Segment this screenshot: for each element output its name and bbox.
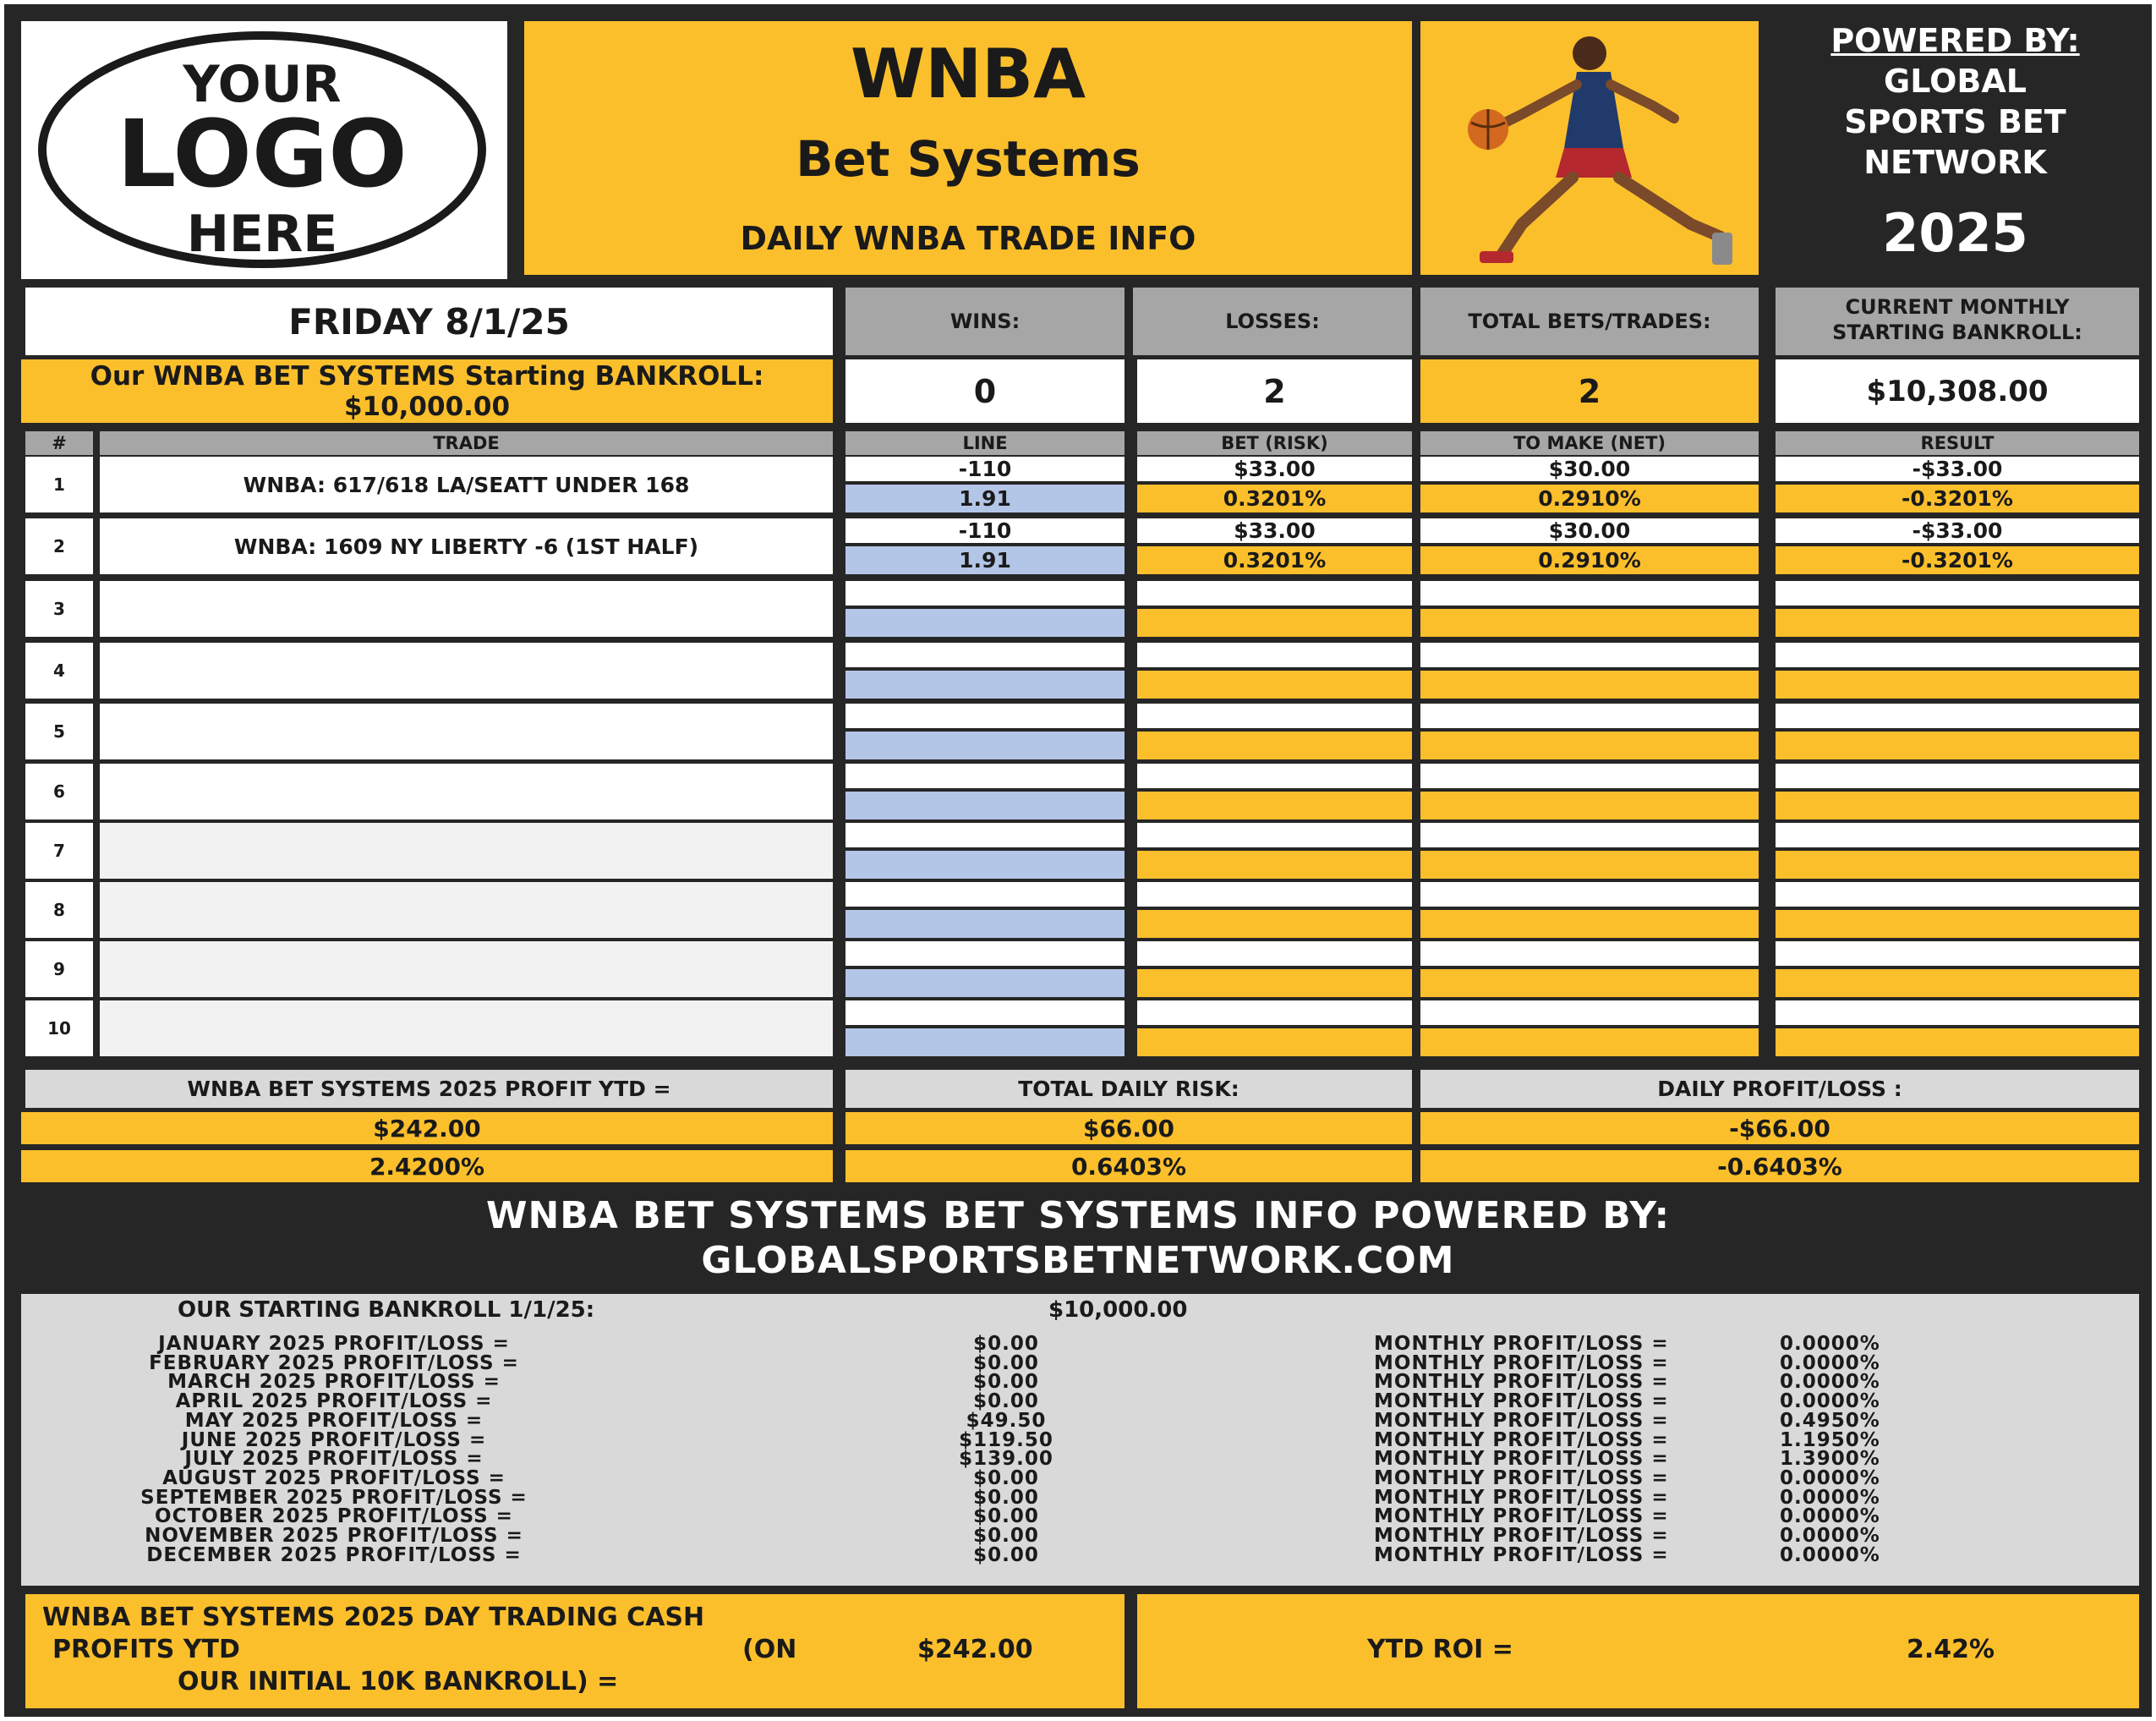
trade-bet xyxy=(1137,882,1412,907)
trade-description xyxy=(100,581,833,637)
trade-to-make xyxy=(1420,764,1759,788)
trade-result xyxy=(1776,764,2139,788)
trade-line: -110 xyxy=(845,518,1125,543)
page-title: WNBA xyxy=(850,35,1086,113)
cash-profits-label-line-1: WNBA BET SYSTEMS 2025 DAY TRADING CASH xyxy=(42,1603,705,1632)
month-value: $0.00 xyxy=(973,1525,1039,1547)
month-pct-label: MONTHLY PROFIT/LOSS = xyxy=(1374,1333,1669,1355)
trade-bet: $33.00 xyxy=(1137,457,1412,481)
powered-by-box xyxy=(1767,21,2143,275)
col-header-to-make: TO MAKE (NET) xyxy=(1420,431,1759,455)
trade-description: WNBA: 1609 NY LIBERTY -6 (1ST HALF) xyxy=(100,518,833,574)
trade-to-make: $30.00 xyxy=(1420,457,1759,481)
monthly-bankroll-label-line-1: CURRENT MONTHLY xyxy=(1845,295,2070,319)
trade-bet xyxy=(1137,823,1412,847)
month-pct-value: 0.0000% xyxy=(1780,1333,1880,1355)
trade-description xyxy=(100,704,833,759)
ytd-roi-value: 2.42% xyxy=(1907,1635,1995,1664)
losses-value: 2 xyxy=(1137,359,1412,423)
trade-decimal-odds xyxy=(845,609,1125,637)
monthly-summary-panel xyxy=(21,1294,2139,1586)
basketball-player-illustration xyxy=(1420,21,1759,275)
trade-bet-percent xyxy=(1137,792,1412,819)
trade-result xyxy=(1776,882,2139,907)
col-header-line: LINE xyxy=(845,431,1125,455)
daily-profit-loss-value: -$66.00 xyxy=(1420,1112,2139,1144)
trade-result xyxy=(1776,1000,2139,1025)
month-label: NOVEMBER 2025 PROFIT/LOSS = xyxy=(145,1525,523,1547)
page-tagline: DAILY WNBA TRADE INFO xyxy=(740,220,1196,257)
trade-line xyxy=(845,823,1125,847)
profit-ytd-percent: 2.4200% xyxy=(21,1150,833,1182)
month-value: $0.00 xyxy=(973,1390,1039,1413)
trade-result-percent: -0.3201% xyxy=(1776,485,2139,512)
banner-line-1: WNBA BET SYSTEMS BET SYSTEMS INFO POWERED BY: xyxy=(485,1194,1671,1237)
trade-number: 3 xyxy=(25,581,93,637)
starting-bankroll-box xyxy=(21,359,833,423)
trade-to-make-percent xyxy=(1420,732,1759,759)
trade-decimal-odds: 1.91 xyxy=(845,485,1125,512)
month-pct-label: MONTHLY PROFIT/LOSS = xyxy=(1374,1543,1669,1566)
cash-profits-box xyxy=(25,1594,1125,1708)
trade-description xyxy=(100,882,833,938)
trade-to-make xyxy=(1420,941,1759,966)
trade-to-make-percent xyxy=(1420,609,1759,637)
starting-bankroll-year-value: $10,000.00 xyxy=(1048,1297,1188,1323)
wins-label: WINS: xyxy=(845,288,1125,355)
total-bets-value: 2 xyxy=(1420,359,1759,423)
month-label: MARCH 2025 PROFIT/LOSS = xyxy=(167,1371,501,1394)
page-subtitle: Bet Systems xyxy=(796,129,1141,188)
trade-bet-percent xyxy=(1137,732,1412,759)
powered-by-line-3: NETWORK xyxy=(1863,143,2047,181)
losses-label: LOSSES: xyxy=(1133,288,1412,355)
trade-result xyxy=(1776,704,2139,728)
cash-profits-label-line-2b: (ON xyxy=(742,1635,797,1664)
trade-to-make-percent xyxy=(1420,910,1759,938)
starting-bankroll-label: Our WNBA BET SYSTEMS Starting BANKROLL: xyxy=(90,361,764,392)
month-pct-value: 0.0000% xyxy=(1780,1486,1880,1509)
month-label: OCTOBER 2025 PROFIT/LOSS = xyxy=(155,1505,513,1528)
month-pct-value: 0.0000% xyxy=(1780,1371,1880,1394)
month-pct-label: MONTHLY PROFIT/LOSS = xyxy=(1374,1409,1669,1432)
trade-result xyxy=(1776,941,2139,966)
trade-line xyxy=(845,882,1125,907)
month-value: $0.00 xyxy=(973,1505,1039,1528)
trade-number: 1 xyxy=(25,457,93,512)
col-header-result: RESULT xyxy=(1776,431,2139,455)
trade-decimal-odds xyxy=(845,792,1125,819)
total-daily-risk-value: $66.00 xyxy=(845,1112,1412,1144)
trade-number: 7 xyxy=(25,823,93,879)
trade-to-make xyxy=(1420,704,1759,728)
trade-result xyxy=(1776,823,2139,847)
trade-to-make-percent xyxy=(1420,969,1759,997)
trade-bet xyxy=(1137,1000,1412,1025)
powered-by-line-1: GLOBAL xyxy=(1884,62,2027,100)
total-bets-label: TOTAL BETS/TRADES: xyxy=(1420,288,1759,355)
trade-bet-percent xyxy=(1137,969,1412,997)
month-value: $139.00 xyxy=(959,1448,1053,1471)
trade-bet xyxy=(1137,941,1412,966)
trade-to-make-percent: 0.2910% xyxy=(1420,546,1759,574)
month-pct-label: MONTHLY PROFIT/LOSS = xyxy=(1374,1351,1669,1374)
month-pct-label: MONTHLY PROFIT/LOSS = xyxy=(1374,1371,1669,1394)
trade-number: 10 xyxy=(25,1000,93,1056)
trade-result-percent xyxy=(1776,851,2139,879)
trade-to-make xyxy=(1420,823,1759,847)
trade-bet xyxy=(1137,764,1412,788)
month-value: $0.00 xyxy=(973,1333,1039,1355)
trade-to-make-percent xyxy=(1420,1028,1759,1056)
month-pct-label: MONTHLY PROFIT/LOSS = xyxy=(1374,1505,1669,1528)
logo-line-your: YOUR xyxy=(183,55,342,114)
trade-to-make xyxy=(1420,882,1759,907)
trade-description xyxy=(100,941,833,997)
month-pct-value: 0.0000% xyxy=(1780,1351,1880,1374)
month-pct-value: 0.0000% xyxy=(1780,1505,1880,1528)
col-header-bet: BET (RISK) xyxy=(1137,431,1412,455)
trade-decimal-odds xyxy=(845,910,1125,938)
ytd-roi-label: YTD ROI = xyxy=(1367,1635,1513,1664)
col-header-num: # xyxy=(25,431,93,455)
cash-profits-value: $242.00 xyxy=(917,1635,1033,1664)
trade-description xyxy=(100,823,833,879)
month-value: $49.50 xyxy=(966,1409,1047,1432)
trade-line xyxy=(845,1000,1125,1025)
month-pct-value: 0.4950% xyxy=(1780,1409,1880,1432)
total-daily-risk-label: TOTAL DAILY RISK: xyxy=(845,1070,1412,1108)
month-label: JANUARY 2025 PROFIT/LOSS = xyxy=(158,1333,510,1355)
total-daily-risk-percent: 0.6403% xyxy=(845,1150,1412,1182)
month-pct-value: 0.0000% xyxy=(1780,1466,1880,1489)
month-label: MAY 2025 PROFIT/LOSS = xyxy=(184,1409,484,1432)
trade-result-percent xyxy=(1776,792,2139,819)
month-pct-value: 1.1950% xyxy=(1780,1428,1880,1451)
trade-line: -110 xyxy=(845,457,1125,481)
month-pct-label: MONTHLY PROFIT/LOSS = xyxy=(1374,1390,1669,1413)
powered-by-year: 2025 xyxy=(1882,201,2028,264)
trade-bet: $33.00 xyxy=(1137,518,1412,543)
trade-result: -$33.00 xyxy=(1776,457,2139,481)
trade-result xyxy=(1776,643,2139,667)
logo-box xyxy=(21,21,507,279)
trade-description xyxy=(100,643,833,699)
trade-bet xyxy=(1137,581,1412,606)
title-box xyxy=(524,21,1412,275)
trade-bet-percent: 0.3201% xyxy=(1137,485,1412,512)
month-label: DECEMBER 2025 PROFIT/LOSS = xyxy=(146,1543,522,1566)
trade-result-percent xyxy=(1776,609,2139,637)
trade-bet xyxy=(1137,643,1412,667)
trade-decimal-odds xyxy=(845,969,1125,997)
trade-line xyxy=(845,704,1125,728)
trade-decimal-odds xyxy=(845,851,1125,879)
month-pct-label: MONTHLY PROFIT/LOSS = xyxy=(1374,1448,1669,1471)
trade-to-make xyxy=(1420,581,1759,606)
logo-placeholder xyxy=(38,31,486,268)
trade-description xyxy=(100,1000,833,1056)
trade-bet-percent xyxy=(1137,671,1412,699)
trade-description xyxy=(100,764,833,819)
daily-profit-loss-percent: -0.6403% xyxy=(1420,1150,2139,1182)
trade-result-percent xyxy=(1776,910,2139,938)
cash-profits-label-line-2: PROFITS YTD xyxy=(52,1635,240,1664)
trade-number: 6 xyxy=(25,764,93,819)
col-header-trade: TRADE xyxy=(100,431,833,455)
month-pct-value: 0.0000% xyxy=(1780,1525,1880,1547)
trade-result-percent: -0.3201% xyxy=(1776,546,2139,574)
powered-by-label: POWERED BY: xyxy=(1830,21,2080,59)
month-label: FEBRUARY 2025 PROFIT/LOSS = xyxy=(149,1351,519,1374)
month-pct-value: 0.0000% xyxy=(1780,1543,1880,1566)
trade-number: 2 xyxy=(25,518,93,574)
trade-result-percent xyxy=(1776,732,2139,759)
profit-ytd-label: WNBA BET SYSTEMS 2025 PROFIT YTD = xyxy=(25,1070,833,1108)
logo-line-logo: LOGO xyxy=(117,100,408,208)
starting-bankroll-value: $10,000.00 xyxy=(343,392,511,422)
daily-profit-loss-label: DAILY PROFIT/LOSS : xyxy=(1420,1070,2139,1108)
month-value: $0.00 xyxy=(973,1543,1039,1566)
trade-to-make-percent: 0.2910% xyxy=(1420,485,1759,512)
trade-bet-percent: 0.3201% xyxy=(1137,546,1412,574)
month-value: $0.00 xyxy=(973,1486,1039,1509)
trade-result-percent xyxy=(1776,671,2139,699)
trade-decimal-odds xyxy=(845,671,1125,699)
report-date: FRIDAY 8/1/25 xyxy=(25,288,833,355)
trade-number: 8 xyxy=(25,882,93,938)
trade-to-make-percent xyxy=(1420,671,1759,699)
trade-result-percent xyxy=(1776,969,2139,997)
wins-value: 0 xyxy=(845,359,1125,423)
month-label: SEPTEMBER 2025 PROFIT/LOSS = xyxy=(140,1486,528,1509)
month-label: APRIL 2025 PROFIT/LOSS = xyxy=(175,1390,493,1413)
month-value: $0.00 xyxy=(973,1351,1039,1374)
trade-decimal-odds: 1.91 xyxy=(845,546,1125,574)
trade-result: -$33.00 xyxy=(1776,518,2139,543)
month-pct-value: 1.3900% xyxy=(1780,1448,1880,1471)
trade-number: 5 xyxy=(25,704,93,759)
month-pct-label: MONTHLY PROFIT/LOSS = xyxy=(1374,1428,1669,1451)
month-value: $0.00 xyxy=(973,1371,1039,1394)
trade-bet-percent xyxy=(1137,609,1412,637)
ytd-roi-box xyxy=(1137,1594,2139,1708)
monthly-bankroll-label xyxy=(1776,288,2139,355)
logo-line-here: HERE xyxy=(186,205,338,264)
month-pct-label: MONTHLY PROFIT/LOSS = xyxy=(1374,1525,1669,1547)
trade-to-make-percent xyxy=(1420,792,1759,819)
trade-bet-percent xyxy=(1137,910,1412,938)
trade-line xyxy=(845,643,1125,667)
month-value: $0.00 xyxy=(973,1466,1039,1489)
month-label: JULY 2025 PROFIT/LOSS = xyxy=(184,1448,484,1471)
player-image xyxy=(1420,21,1759,275)
trade-to-make xyxy=(1420,643,1759,667)
trade-bet-percent xyxy=(1137,851,1412,879)
monthly-bankroll-value: $10,308.00 xyxy=(1776,359,2139,423)
month-label: JUNE 2025 PROFIT/LOSS = xyxy=(181,1428,487,1451)
powered-by-line-2: SPORTS BET xyxy=(1844,102,2066,140)
trade-line xyxy=(845,581,1125,606)
trade-decimal-odds xyxy=(845,732,1125,759)
trade-bet-percent xyxy=(1137,1028,1412,1056)
trade-to-make: $30.00 xyxy=(1420,518,1759,543)
monthly-bankroll-label-line-2: STARTING BANKROLL: xyxy=(1832,321,2082,344)
trade-decimal-odds xyxy=(845,1028,1125,1056)
trade-result xyxy=(1776,581,2139,606)
profit-ytd-value: $242.00 xyxy=(21,1112,833,1144)
starting-bankroll-year-label: OUR STARTING BANKROLL 1/1/25: xyxy=(178,1297,595,1323)
trade-to-make xyxy=(1420,1000,1759,1025)
month-value: $119.50 xyxy=(959,1428,1053,1451)
trade-result-percent xyxy=(1776,1028,2139,1056)
cash-profits-label-line-3: OUR INITIAL 10K BANKROLL) = xyxy=(178,1667,619,1696)
trade-bet xyxy=(1137,704,1412,728)
trade-line xyxy=(845,941,1125,966)
trade-line xyxy=(845,764,1125,788)
trade-description: WNBA: 617/618 LA/SEATT UNDER 168 xyxy=(100,457,833,512)
month-pct-value: 0.0000% xyxy=(1780,1390,1880,1413)
trade-to-make-percent xyxy=(1420,851,1759,879)
banner-line-2: GLOBALSPORTSBETNETWORK.COM xyxy=(701,1239,1455,1282)
month-label: AUGUST 2025 PROFIT/LOSS = xyxy=(162,1466,506,1489)
month-pct-label: MONTHLY PROFIT/LOSS = xyxy=(1374,1486,1669,1509)
month-pct-label: MONTHLY PROFIT/LOSS = xyxy=(1374,1466,1669,1489)
trade-number: 4 xyxy=(25,643,93,699)
trade-number: 9 xyxy=(25,941,93,997)
